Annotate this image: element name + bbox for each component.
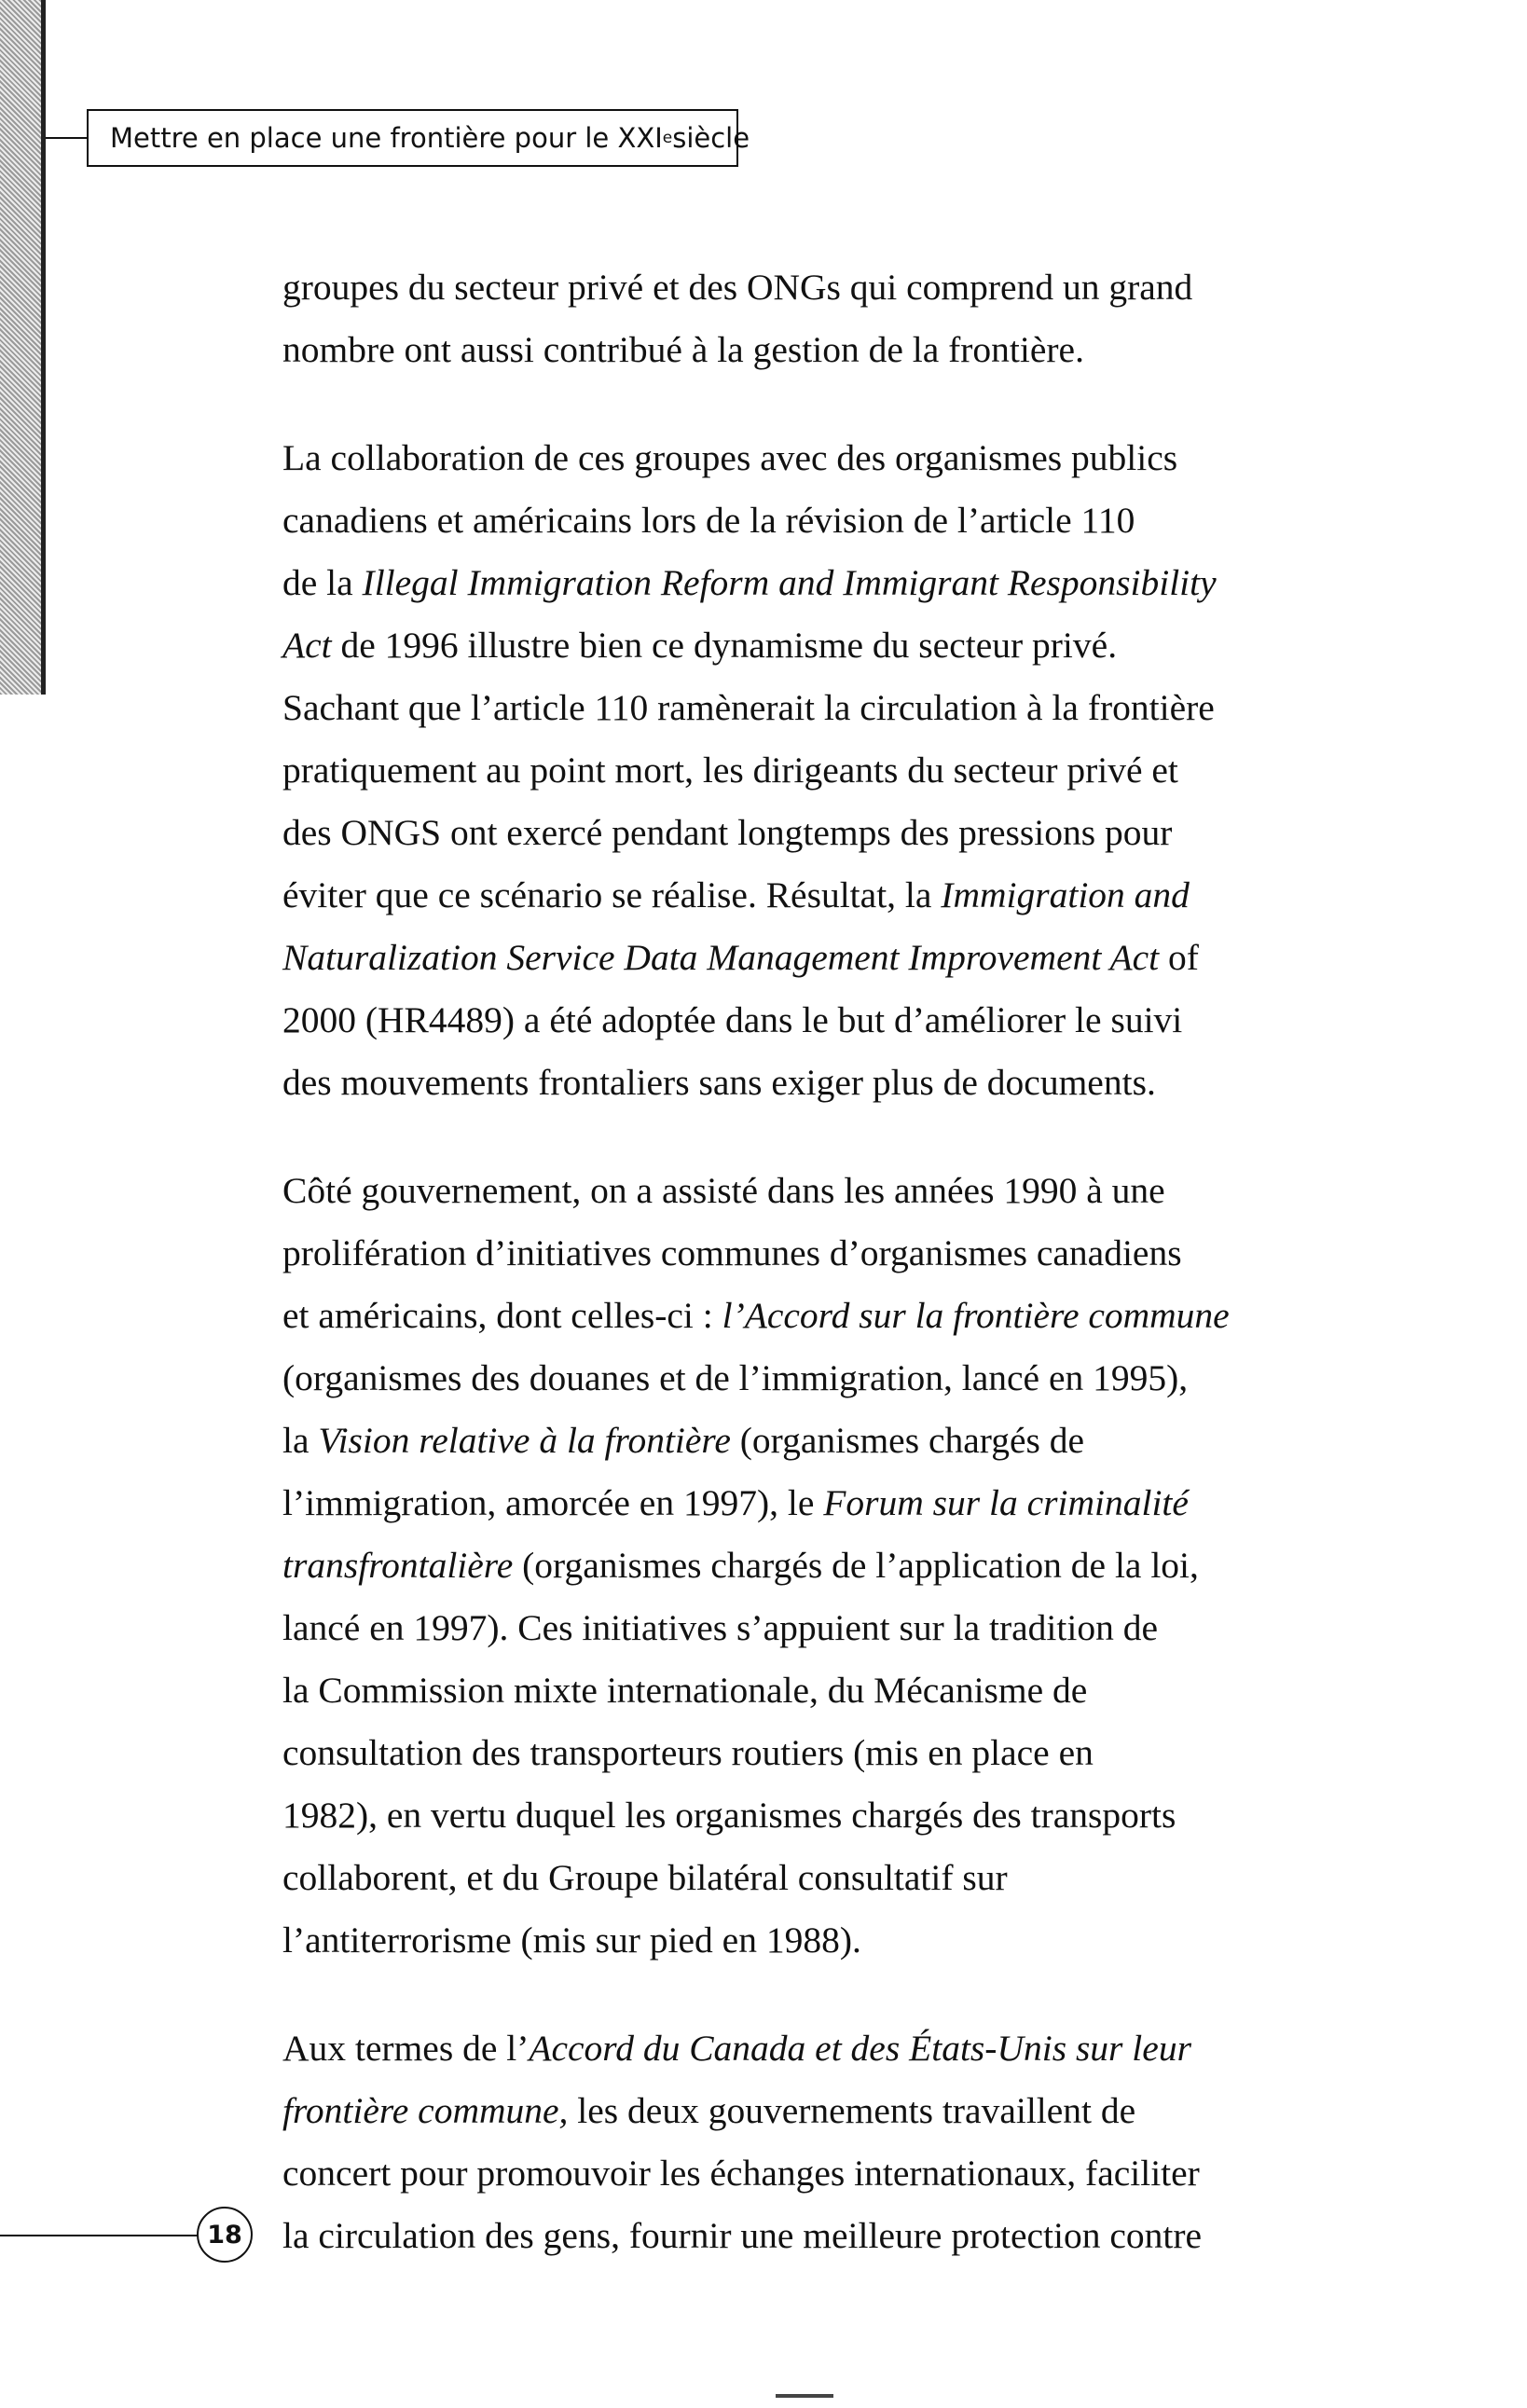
text-run: (organismes chargés de xyxy=(730,1420,1085,1461)
page-number: 18 xyxy=(197,2207,253,2263)
running-header-superscript: e xyxy=(662,129,673,147)
text-run: concert pour promouvoir les échanges internationaux, faciliter xyxy=(282,2153,1200,2194)
text-run: de 1996 illustre bien ce dynamisme du secteur privé. xyxy=(331,625,1118,666)
scan-edge-strip xyxy=(0,0,41,695)
text-line xyxy=(282,1722,1355,1784)
text-line xyxy=(282,802,1355,864)
text-run: Côté gouvernement, on a assisté dans les années 1990 à une xyxy=(282,1170,1165,1211)
text-run: La collaboration de ces groupes avec des organismes publics xyxy=(282,437,1178,478)
text-run: prolifération d’initiatives communes d’organismes canadiens xyxy=(282,1232,1182,1273)
text-run: la xyxy=(282,1420,319,1461)
text-line xyxy=(282,1347,1355,1410)
scan-bottom-mark xyxy=(776,2394,833,2398)
text-line xyxy=(282,989,1355,1052)
italic-title-run: transfrontalière xyxy=(282,1545,514,1586)
text-line xyxy=(282,2205,1355,2267)
scan-edge-border xyxy=(41,0,46,695)
paragraph xyxy=(282,2017,1355,2267)
text-run: les deux gouvernements travaillent de xyxy=(568,2090,1136,2131)
text-run: de la xyxy=(282,562,363,603)
text-run: canadiens et américains lors de la révision de l’article 110 xyxy=(282,500,1135,541)
italic-title-run: Forum sur la criminalité xyxy=(823,1482,1189,1523)
text-line xyxy=(282,1222,1355,1285)
text-run: 2000 (HR4489) a été adoptée dans le but d’améliorer le suivi xyxy=(282,999,1183,1040)
text-line xyxy=(282,1597,1355,1659)
text-line xyxy=(282,552,1355,614)
text-line xyxy=(282,1472,1355,1534)
italic-title-run: Naturalization Service Data Management Improvement Act xyxy=(282,937,1160,978)
text-run: groupes du secteur privé et des ONGs qui comprend un grand xyxy=(282,267,1193,308)
paragraph xyxy=(282,256,1355,381)
text-run: pratiquement au point mort, les dirigeants du secteur privé et xyxy=(282,750,1178,791)
text-line xyxy=(282,1285,1355,1347)
running-header xyxy=(87,109,750,167)
text-line xyxy=(282,2142,1355,2205)
text-line xyxy=(282,427,1355,489)
text-run: collaborent, et du Groupe bilatéral consultatif sur xyxy=(282,1857,1008,1898)
text-line xyxy=(282,864,1355,927)
text-run: l’antiterrorisme (mis sur pied en 1988). xyxy=(282,1920,861,1961)
italic-title-run: l’Accord sur la frontière commune xyxy=(722,1295,1230,1336)
text-run: des ONGS ont exercé pendant longtemps des pressions pour xyxy=(282,812,1173,853)
text-run: des mouvements frontaliers sans exiger plus de documents. xyxy=(282,1062,1156,1103)
text-line xyxy=(282,2080,1355,2142)
text-line xyxy=(282,256,1355,319)
text-line xyxy=(282,1784,1355,1847)
running-header-text-before: Mettre en place une frontière pour le XXI xyxy=(110,122,663,154)
text-run: Aux termes de l’ xyxy=(282,2028,530,2069)
text-run: lancé en 1997). Ces initiatives s’appuient sur la tradition de xyxy=(282,1607,1158,1648)
running-header-text-after: siècle xyxy=(672,122,750,154)
paragraph xyxy=(282,427,1355,1114)
text-line xyxy=(282,489,1355,552)
text-line xyxy=(282,739,1355,802)
text-line xyxy=(282,1909,1355,1972)
text-line xyxy=(282,1160,1355,1222)
header-tick-rule xyxy=(46,137,87,139)
text-run: (organismes des douanes et de l’immigration, lancé en 1995), xyxy=(282,1357,1189,1398)
text-run: et américains, dont celles-ci : xyxy=(282,1295,722,1336)
text-run: éviter que ce scénario se réalise. Résultat, la xyxy=(282,874,942,915)
text-line xyxy=(282,1659,1355,1722)
italic-title-run: Vision relative à la frontière xyxy=(318,1420,731,1461)
text-line xyxy=(282,677,1355,739)
text-run: l’immigration, amorcée en 1997), le xyxy=(282,1482,824,1523)
italic-title-run: frontière commune, xyxy=(282,2090,569,2131)
text-line xyxy=(282,2017,1355,2080)
italic-title-run: Accord du Canada et des États-Unis sur leur xyxy=(529,2028,1191,2069)
text-run: of xyxy=(1159,937,1199,978)
text-run: 1982), en vertu duquel les organismes chargés des transports xyxy=(282,1795,1176,1836)
text-run: la circulation des gens, fournir une meilleure protection contre xyxy=(282,2215,1203,2256)
text-line xyxy=(282,927,1355,989)
footer-rule xyxy=(0,2235,198,2236)
text-run: consultation des transporteurs routiers (mis en place en xyxy=(282,1732,1094,1773)
text-line xyxy=(282,1410,1355,1472)
text-line xyxy=(282,614,1355,677)
text-line xyxy=(282,1847,1355,1909)
text-line xyxy=(282,319,1355,381)
text-line xyxy=(282,1534,1355,1597)
body-text xyxy=(282,256,1355,2313)
paragraph xyxy=(282,1160,1355,1972)
text-run: Sachant que l’article 110 ramènerait la circulation à la frontière xyxy=(282,687,1215,728)
italic-title-run: Illegal Immigration Reform and Immigrant Responsibility xyxy=(362,562,1217,603)
text-run: (organismes chargés de l’application de la loi, xyxy=(513,1545,1199,1586)
italic-title-run: Immigration and xyxy=(941,874,1190,915)
text-line xyxy=(282,1052,1355,1114)
italic-title-run: Act xyxy=(282,625,332,666)
text-run: la Commission mixte internationale, du Mécanisme de xyxy=(282,1670,1088,1711)
text-run: nombre ont aussi contribué à la gestion de la frontière. xyxy=(282,329,1084,370)
